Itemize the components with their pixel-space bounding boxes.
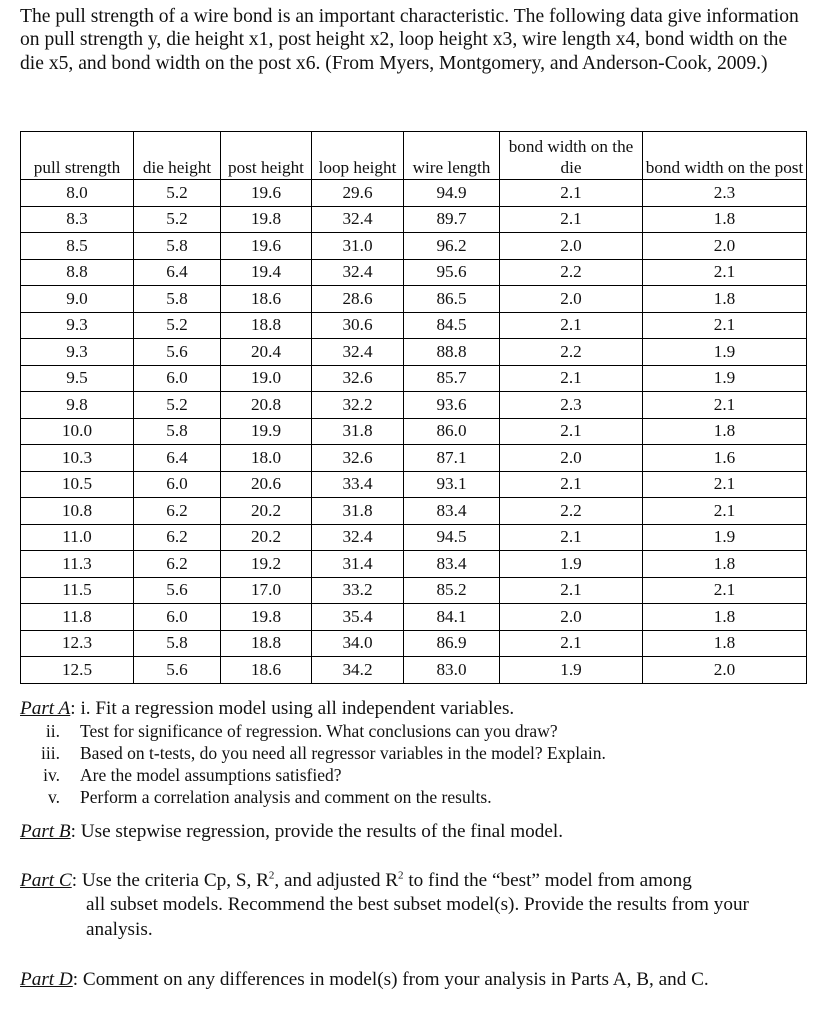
table-cell: 10.8 [21, 498, 134, 525]
table-cell: 87.1 [404, 445, 500, 472]
table-cell: 2.2 [500, 259, 643, 286]
table-cell: 19.8 [221, 604, 312, 631]
table-cell: 93.1 [404, 471, 500, 498]
part-c-label: Part C [20, 869, 72, 891]
table-row [21, 445, 807, 472]
table-row [21, 418, 807, 445]
table-cell: 2.1 [500, 312, 643, 339]
table-row [21, 524, 807, 551]
table-cell: 85.2 [404, 577, 500, 604]
table-cell: 17.0 [221, 577, 312, 604]
table-cell: 5.8 [134, 233, 221, 260]
table-cell: 83.0 [404, 657, 500, 684]
table-cell: 10.3 [21, 445, 134, 472]
table-body [21, 180, 807, 684]
table-cell: 2.0 [643, 657, 807, 684]
table-cell: 32.4 [312, 206, 404, 233]
table-cell: 12.5 [21, 657, 134, 684]
table-row [21, 392, 807, 419]
table-cell: 89.7 [404, 206, 500, 233]
table-cell: 20.6 [221, 471, 312, 498]
table-cell: 5.2 [134, 206, 221, 233]
table-cell: 94.5 [404, 524, 500, 551]
table-cell: 6.2 [134, 498, 221, 525]
part-a-item-number: v. [48, 787, 60, 807]
table-cell: 18.8 [221, 630, 312, 657]
table-cell: 18.6 [221, 286, 312, 313]
table-cell: 20.2 [221, 524, 312, 551]
table-cell: 2.1 [643, 577, 807, 604]
table-cell: 10.0 [21, 418, 134, 445]
table-cell: 1.9 [500, 551, 643, 578]
part-d [20, 968, 810, 993]
table-cell: 2.1 [500, 180, 643, 207]
table-cell: 2.1 [500, 630, 643, 657]
table-cell: 2.1 [500, 206, 643, 233]
table-cell: 1.8 [643, 418, 807, 445]
table-cell: 34.0 [312, 630, 404, 657]
part-c-text: to find the “best” model from among [403, 869, 692, 891]
table-row [21, 180, 807, 207]
table-cell: 2.1 [643, 498, 807, 525]
table-cell: 5.2 [134, 392, 221, 419]
part-c-superscript: 2 [398, 869, 404, 882]
table-cell: 6.0 [134, 604, 221, 631]
part-a-item-text: Perform a correlation analysis and comment on the results. [80, 787, 492, 807]
table-cell: 2.3 [643, 180, 807, 207]
table-row [21, 657, 807, 684]
table-cell: 83.4 [404, 498, 500, 525]
table-cell: 6.2 [134, 551, 221, 578]
part-a-item [20, 742, 810, 764]
table-cell: 88.8 [404, 339, 500, 366]
column-header: loop height [312, 132, 404, 180]
table-cell: 9.8 [21, 392, 134, 419]
table-cell: 31.8 [312, 498, 404, 525]
table-cell: 12.3 [21, 630, 134, 657]
part-a-item-text: Test for significance of regression. What conclusions can you draw? [80, 721, 558, 741]
column-header: pull strength [21, 132, 134, 180]
table-header-row [21, 132, 807, 180]
table-cell: 1.8 [643, 630, 807, 657]
table-cell: 34.2 [312, 657, 404, 684]
table-row [21, 577, 807, 604]
data-table [20, 131, 807, 684]
table-cell: 19.9 [221, 418, 312, 445]
table-cell: 1.9 [643, 365, 807, 392]
part-a-label: Part A [20, 698, 71, 719]
table-cell: 9.3 [21, 312, 134, 339]
part-d-text: : Comment on any differences in model(s) from your analysis in Parts A, B, and C. [72, 969, 709, 990]
table-cell: 84.5 [404, 312, 500, 339]
table-row [21, 551, 807, 578]
table-cell: 2.1 [500, 471, 643, 498]
table-cell: 1.9 [643, 524, 807, 551]
table-cell: 1.8 [643, 604, 807, 631]
table-cell: 11.3 [21, 551, 134, 578]
table-row [21, 604, 807, 631]
part-a-item-number: ii. [45, 721, 60, 741]
table-cell: 11.5 [21, 577, 134, 604]
column-header: bond width on the die [500, 132, 643, 180]
part-a-list [20, 720, 810, 808]
table-cell: 20.2 [221, 498, 312, 525]
table-row [21, 312, 807, 339]
column-header: die height [134, 132, 221, 180]
table-cell: 19.4 [221, 259, 312, 286]
table-cell: 33.2 [312, 577, 404, 604]
table-cell: 2.1 [643, 259, 807, 286]
table-cell: 2.0 [643, 233, 807, 260]
table-cell: 2.1 [643, 392, 807, 419]
table-cell: 11.0 [21, 524, 134, 551]
table-cell: 2.1 [500, 418, 643, 445]
table-cell: 33.4 [312, 471, 404, 498]
table-cell: 2.0 [500, 233, 643, 260]
table-cell: 1.9 [643, 339, 807, 366]
table-cell: 2.1 [643, 471, 807, 498]
table-cell: 32.6 [312, 365, 404, 392]
part-c-continuation: all subset models. Recommend the best subset model(s). Provide the results from your analysis. [86, 894, 749, 940]
table-row [21, 339, 807, 366]
table-cell: 29.6 [312, 180, 404, 207]
table-cell: 19.2 [221, 551, 312, 578]
intro-paragraph: The pull strength of a wire bond is an important characteristic. The following data give information on pull strength y, die height x1, post height x2, loop height x3, wire length x4, bond width on the die x5, and bond width on the post x6. (From Myers, Montgomery, and Anderson-Cook, 2009.) [20, 6, 799, 74]
table-cell: 32.4 [312, 524, 404, 551]
part-a-item-number: i. [80, 698, 91, 719]
part-d-label: Part D [20, 969, 73, 990]
table-cell: 6.0 [134, 365, 221, 392]
table-cell: 1.8 [643, 551, 807, 578]
part-a-item-text: Based on t-tests, do you need all regressor variables in the model? Explain. [80, 743, 606, 763]
part-c-superscript: 2 [268, 869, 275, 882]
table-row [21, 365, 807, 392]
table-cell: 2.2 [500, 498, 643, 525]
table-cell: 19.8 [221, 206, 312, 233]
table-cell: 95.6 [404, 259, 500, 286]
table-cell: 18.8 [221, 312, 312, 339]
column-header: bond width on the post [643, 132, 807, 180]
table-cell: 11.8 [21, 604, 134, 631]
table-cell: 31.0 [312, 233, 404, 260]
table-cell: 1.8 [643, 206, 807, 233]
part-a-colon: : [70, 698, 76, 719]
table-cell: 2.1 [500, 524, 643, 551]
part-c-text: : Use the criteria Cp, S, R [71, 869, 269, 891]
table-cell: 32.2 [312, 392, 404, 419]
table-cell: 1.8 [643, 286, 807, 313]
table-cell: 94.9 [404, 180, 500, 207]
table-cell: 9.0 [21, 286, 134, 313]
table-row [21, 286, 807, 313]
table-row [21, 630, 807, 657]
table-cell: 2.1 [643, 312, 807, 339]
part-a-heading [20, 697, 810, 720]
table-cell: 6.2 [134, 524, 221, 551]
part-c-text: , and adjusted R [274, 869, 399, 891]
part-a-item [20, 764, 810, 786]
table-cell: 32.4 [312, 339, 404, 366]
table-cell: 2.1 [500, 365, 643, 392]
table-cell: 31.4 [312, 551, 404, 578]
table-cell: 96.2 [404, 233, 500, 260]
table-cell: 5.6 [134, 577, 221, 604]
column-header: wire length [404, 132, 500, 180]
table-cell: 5.6 [134, 657, 221, 684]
table-cell: 2.0 [500, 445, 643, 472]
table-cell: 86.9 [404, 630, 500, 657]
table-row [21, 259, 807, 286]
table-cell: 86.0 [404, 418, 500, 445]
table-cell: 19.6 [221, 233, 312, 260]
table-cell: 10.5 [21, 471, 134, 498]
part-a-item-text: Fit a regression model using all independent variables. [95, 698, 515, 719]
part-b-label: Part B [20, 821, 71, 842]
table-cell: 1.9 [500, 657, 643, 684]
part-a-item-number: iii. [41, 743, 60, 763]
table-cell: 32.6 [312, 445, 404, 472]
table-cell: 8.3 [21, 206, 134, 233]
table-cell: 85.7 [404, 365, 500, 392]
table-row [21, 233, 807, 260]
questions-section [20, 697, 810, 993]
part-b-text: : Use stepwise regression, provide the results of the final model. [70, 821, 564, 842]
table-cell: 2.0 [500, 604, 643, 631]
table-cell: 2.3 [500, 392, 643, 419]
table-cell: 28.6 [312, 286, 404, 313]
part-a-item [20, 720, 810, 742]
table-cell: 31.8 [312, 418, 404, 445]
table-cell: 30.6 [312, 312, 404, 339]
table-cell: 5.8 [134, 286, 221, 313]
table-cell: 6.4 [134, 259, 221, 286]
table-row [21, 471, 807, 498]
table-row [21, 206, 807, 233]
table-cell: 5.6 [134, 339, 221, 366]
table-cell: 93.6 [404, 392, 500, 419]
table-cell: 83.4 [404, 551, 500, 578]
part-a-item-number: iv. [43, 765, 60, 785]
table-cell: 9.3 [21, 339, 134, 366]
table-cell: 6.4 [134, 445, 221, 472]
table-cell: 86.5 [404, 286, 500, 313]
table-cell: 2.2 [500, 339, 643, 366]
table-cell: 6.0 [134, 471, 221, 498]
table-cell: 5.8 [134, 418, 221, 445]
part-a-item [20, 786, 810, 808]
part-c [20, 869, 810, 943]
table-cell: 9.5 [21, 365, 134, 392]
table-row [21, 498, 807, 525]
table-cell: 20.4 [221, 339, 312, 366]
table-cell: 35.4 [312, 604, 404, 631]
table-cell: 1.6 [643, 445, 807, 472]
table-cell: 8.5 [21, 233, 134, 260]
part-a-item-text: Are the model assumptions satisfied? [80, 765, 342, 785]
table-cell: 19.0 [221, 365, 312, 392]
table-cell: 18.0 [221, 445, 312, 472]
table-cell: 84.1 [404, 604, 500, 631]
table-cell: 8.0 [21, 180, 134, 207]
table-cell: 20.8 [221, 392, 312, 419]
table-cell: 2.0 [500, 286, 643, 313]
column-header: post height [221, 132, 312, 180]
table-cell: 18.6 [221, 657, 312, 684]
table-cell: 2.1 [500, 577, 643, 604]
table-cell: 5.2 [134, 180, 221, 207]
table-cell: 8.8 [21, 259, 134, 286]
table-cell: 19.6 [221, 180, 312, 207]
table-cell: 5.8 [134, 630, 221, 657]
table-cell: 32.4 [312, 259, 404, 286]
table-cell: 5.2 [134, 312, 221, 339]
part-b [20, 820, 810, 845]
